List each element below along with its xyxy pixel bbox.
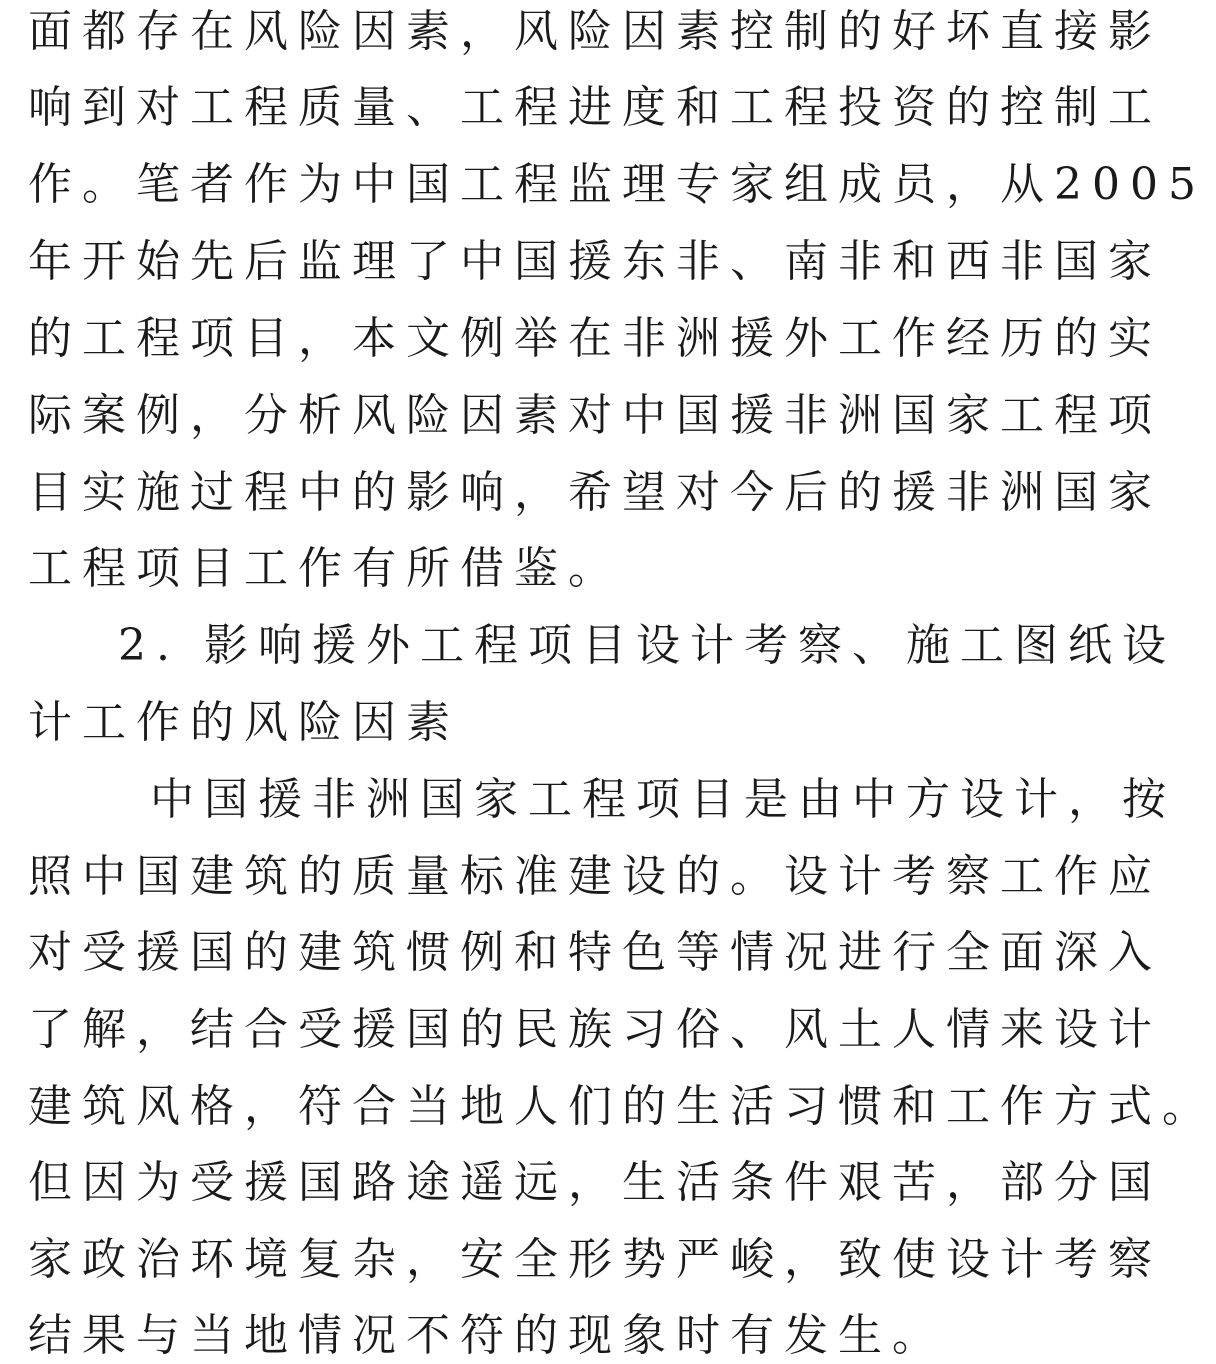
text-line: 面都存在风险因素，风险因素控制的好坏直接影	[28, 6, 1162, 57]
text-line: 工程项目工作有所借鉴。	[28, 543, 622, 594]
text-line: 响到对工程质量、工程进度和工程投资的控制工	[28, 82, 1162, 133]
text-line: 但因为受援国路途遥远，生活条件艰苦，部分国	[28, 1157, 1162, 1208]
text-line: 了解，结合受援国的民族习俗、风土人情来设计	[28, 1004, 1162, 1055]
text-line: 目实施过程中的影响，希望对今后的援非洲国家	[28, 467, 1162, 518]
text-line: 际案例，分析风险因素对中国援非洲国家工程项	[28, 390, 1162, 441]
text-line: 建筑风格，符合当地人们的生活习惯和工作方式。	[28, 1081, 1216, 1132]
section-heading-line: 计工作的风险因素	[28, 697, 460, 748]
text-line: 照中国建筑的质量标准建设的。设计考察工作应	[28, 851, 1162, 902]
text-line: 家政治环境复杂，安全形势严峻，致使设计考察	[28, 1234, 1162, 1285]
text-line: 对受援国的建筑惯例和特色等情况进行全面深入	[28, 927, 1162, 978]
section-heading-line: 2. 影响援外工程项目设计考察、施工图纸设	[118, 620, 1176, 671]
text-line: 结果与当地情况不符的现象时有发生。	[28, 1310, 946, 1361]
text-line: 的工程项目，本文例举在非洲援外工作经历的实	[28, 313, 1162, 364]
text-line: 作。笔者作为中国工程监理专家组成员，从2005	[28, 159, 1206, 210]
paragraph-first-line: 中国援非洲国家工程项目是由中方设计，按	[150, 774, 1176, 825]
text-line: 年开始先后监理了中国援东非、南非和西非国家	[28, 236, 1162, 287]
